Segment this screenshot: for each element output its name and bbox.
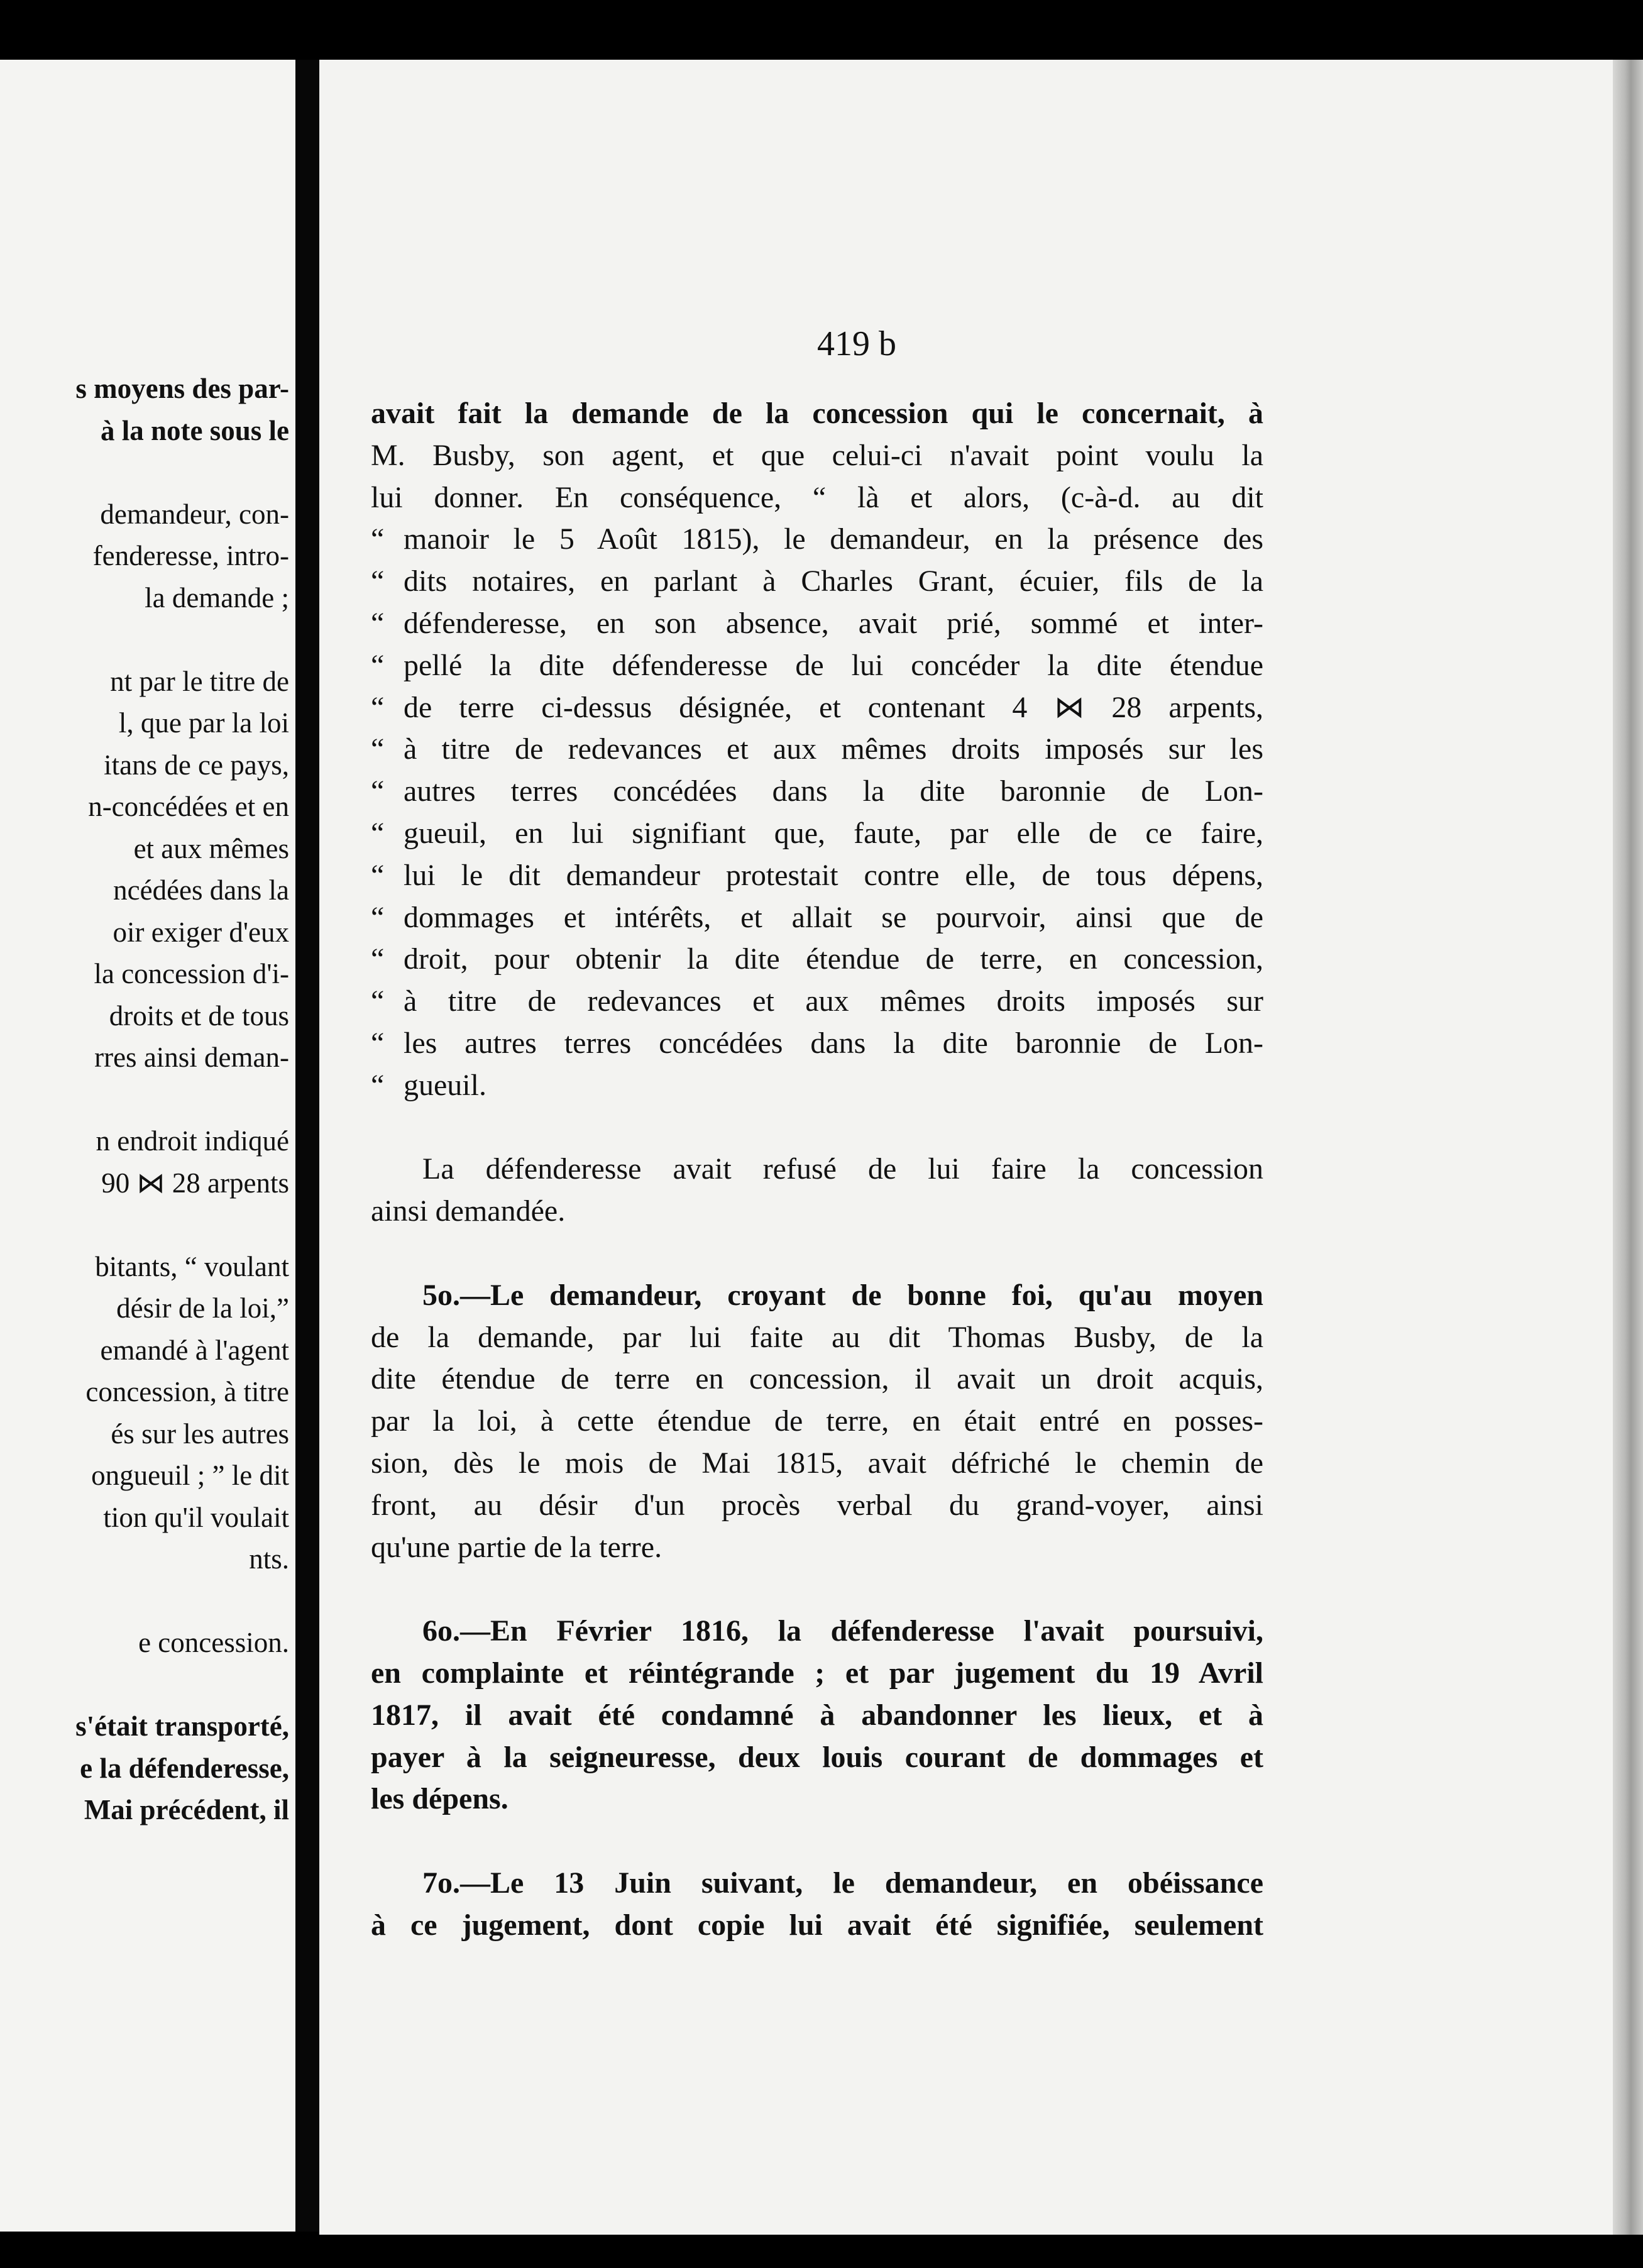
body-line: sion, dès le mois de Mai 1815, avait défriché le chemin de	[371, 1446, 1263, 1480]
body-line: La défenderesse avait refusé de lui faire la concession	[422, 1152, 1263, 1186]
left-page-line: la concession d'i-	[94, 958, 289, 989]
body-line	[371, 561, 1263, 602]
left-page-line: concession, à titre	[85, 1376, 289, 1407]
quote-mark: “	[371, 607, 385, 640]
quote-mark: “	[371, 1027, 385, 1060]
quote-mark: “	[371, 817, 385, 850]
body-line: 7o.—Le 13 Juin suivant, le demandeur, en obéissance	[422, 1866, 1263, 1900]
left-page	[0, 60, 295, 2232]
body-line	[371, 1065, 1263, 1106]
right-page	[319, 60, 1643, 2235]
left-page-line: tion qu'il voulait	[103, 1501, 289, 1533]
body-line: payer à la seigneuresse, deux louis courant de dommages et	[371, 1740, 1263, 1774]
body-line-text: défenderesse, en son absence, avait prié, sommé et inter-	[404, 607, 1263, 640]
quote-mark: “	[371, 900, 385, 934]
left-page-line: la demande ;	[145, 581, 289, 614]
body-line-text: droit, pour obtenir la dite étendue de terre, en concession,	[404, 942, 1263, 976]
body-line: M. Busby, son agent, et que celui-ci n'avait point voulu la	[371, 438, 1263, 472]
left-page-line: désir de la loi,”	[116, 1292, 289, 1324]
left-page-line: ncédées dans la	[113, 874, 289, 906]
body-line	[371, 897, 1263, 939]
page-edge	[1613, 60, 1643, 2235]
quote-mark: “	[371, 1068, 385, 1102]
body-line: front, au désir d'un procès verbal du grand-voyer, ainsi	[371, 1488, 1263, 1522]
left-page-line: demandeur, con-	[100, 498, 289, 530]
body-line: à ce jugement, dont copie lui avait été signifiée, seulement	[371, 1908, 1263, 1942]
quote-mark: “	[371, 942, 385, 976]
body-line: dite étendue de terre en concession, il avait un droit acquis,	[371, 1362, 1263, 1396]
left-page-line: s moyens des par-	[75, 373, 289, 404]
left-page-line: à la note sous le	[100, 414, 289, 446]
body-line: avait fait la demande de la concession qui le concernait, à	[371, 397, 1263, 430]
body-line: 5o.—Le demandeur, croyant de bonne foi, qu'au moyen	[422, 1278, 1263, 1312]
body-line	[371, 687, 1263, 729]
left-page-line: nts.	[249, 1543, 289, 1575]
left-page-line: droits et de tous	[109, 999, 289, 1032]
body-line: les dépens.	[371, 1782, 508, 1816]
body-line-text: à titre de redevances et aux mêmes droits imposés sur	[404, 984, 1263, 1018]
quote-mark: “	[371, 522, 385, 556]
left-page-line: s'était transporté,	[75, 1710, 289, 1742]
left-page-line: et aux mêmes	[133, 832, 289, 864]
body-line-text: de terre ci-dessus désignée, et contenant 4 ⋈ 28 arpents,	[404, 690, 1263, 724]
quote-mark: “	[371, 648, 385, 682]
body-line	[371, 603, 1263, 644]
body-line	[371, 939, 1263, 980]
body-line-text: dommages et intérêts, et allait se pourvoir, ainsi que de	[404, 900, 1263, 934]
left-page-line: e concession.	[138, 1627, 289, 1658]
body-line: en complainte et réintégrande ; et par jugement du 19 Avril	[371, 1656, 1263, 1690]
body-line-text: gueuil.	[404, 1068, 486, 1102]
left-page-line: ongueuil ; ” le dit	[91, 1460, 289, 1491]
left-page-line: oir exiger d'eux	[113, 916, 289, 948]
body-line-text: manoir le 5 Août 1815), le demandeur, en la présence des	[404, 522, 1263, 556]
body-line	[371, 729, 1263, 770]
quote-mark: “	[371, 774, 385, 808]
body-line: qu'une partie de la terre.	[371, 1530, 662, 1564]
quote-mark: “	[371, 564, 385, 598]
body-line-text: autres terres concédées dans la dite baronnie de Lon-	[404, 774, 1263, 808]
body-line	[371, 519, 1263, 560]
body-line: 6o.—En Février 1816, la défenderesse l'avait poursuivi,	[422, 1614, 1263, 1648]
body-line	[371, 771, 1263, 812]
body-line: par la loi, à cette étendue de terre, en était entré en posses-	[371, 1404, 1263, 1438]
body-line-text: gueuil, en lui signifiant que, faute, par elle de ce faire,	[404, 817, 1263, 850]
quote-mark: “	[371, 690, 385, 724]
body-line	[371, 645, 1263, 686]
body-line-text: pellé la dite défenderesse de lui concéder la dite étendue	[404, 648, 1263, 682]
left-page-line: itans de ce pays,	[104, 749, 289, 781]
body-line	[371, 981, 1263, 1022]
book-gutter	[295, 60, 319, 2232]
left-page-line: Mai précédent, il	[84, 1794, 289, 1825]
left-page-line: nt par le titre de	[110, 665, 289, 697]
body-line-text: lui le dit demandeur protestait contre elle, de tous dépens,	[404, 858, 1263, 892]
body-line: de la demande, par lui faite au dit Thomas Busby, de la	[371, 1320, 1263, 1354]
left-page-line: n endroit indiqué	[96, 1125, 289, 1157]
body-line-text: à titre de redevances et aux mêmes droits imposés sur les	[404, 732, 1263, 766]
left-page-line: emandé à l'agent	[100, 1334, 289, 1366]
left-page-line: l, que par la loi	[118, 707, 289, 739]
body-line	[371, 1023, 1263, 1064]
body-line-text: les autres terres concédées dans la dite baronnie de Lon-	[404, 1027, 1263, 1060]
body-line	[371, 813, 1263, 854]
left-page-line: és sur les autres	[111, 1418, 289, 1450]
left-page-line: 90 ⋈ 28 arpents	[101, 1167, 289, 1199]
left-page-line: fenderesse, intro-	[92, 540, 289, 571]
body-line: lui donner. En conséquence, “ là et alors, (c-à-d. au dit	[371, 480, 1263, 514]
left-page-line: rres ainsi deman-	[94, 1042, 289, 1073]
left-page-line: bitants, “ voulant	[95, 1250, 289, 1282]
quote-mark: “	[371, 984, 385, 1018]
body-line	[371, 855, 1263, 896]
body-line: ainsi demandée.	[371, 1194, 566, 1228]
body-line-text: dits notaires, en parlant à Charles Grant, écuier, fils de la	[404, 564, 1263, 598]
quote-mark: “	[371, 858, 385, 892]
quote-mark: “	[371, 732, 385, 766]
left-page-line: n-concédées et en	[88, 791, 289, 822]
left-page-line: e la défenderesse,	[80, 1752, 289, 1784]
page-number: 419 b	[817, 324, 896, 363]
body-line: 1817, il avait été condamné à abandonner les lieux, et à	[371, 1698, 1263, 1732]
